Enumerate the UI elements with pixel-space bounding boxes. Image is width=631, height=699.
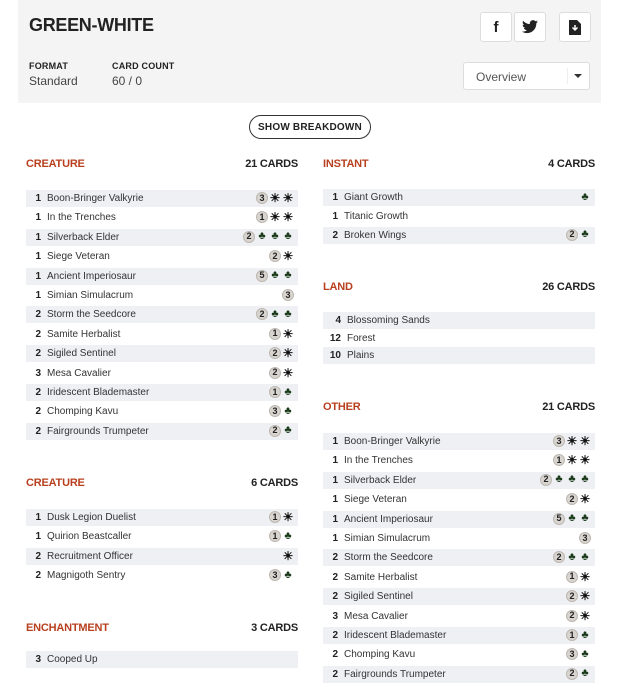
green-mana-icon: ♣ xyxy=(581,190,589,203)
mana-cost xyxy=(566,629,591,641)
view-select[interactable] xyxy=(463,62,590,90)
download-button[interactable] xyxy=(559,12,591,42)
generic-mana-icon: 1 xyxy=(269,386,281,398)
white-mana-icon: ☀ xyxy=(282,326,294,341)
section-title: LAND xyxy=(323,281,353,293)
white-mana-icon: ☀ xyxy=(282,548,294,563)
card-name[interactable]: Chomping Kavu xyxy=(47,406,119,418)
mana-cost xyxy=(269,328,294,340)
generic-mana-icon: 2 xyxy=(256,308,268,320)
green-mana-icon: ♣ xyxy=(284,307,292,320)
card-name[interactable]: Siege Veteran xyxy=(344,494,407,506)
deck-section xyxy=(323,281,595,297)
card-row[interactable] xyxy=(323,588,595,605)
card-name[interactable]: Siege Veteran xyxy=(47,251,110,263)
mana-cost xyxy=(256,211,294,223)
card-row[interactable] xyxy=(26,509,298,526)
card-name[interactable]: Simian Simulacrum xyxy=(344,533,431,544)
mana-cost xyxy=(553,435,591,447)
deck-section xyxy=(26,158,298,174)
card-name[interactable]: Mesa Cavalier xyxy=(344,610,408,622)
green-mana-icon: ♣ xyxy=(271,230,279,243)
mana-cost xyxy=(269,569,294,581)
green-mana-icon: ♣ xyxy=(581,228,589,241)
card-row[interactable] xyxy=(323,530,595,547)
card-row[interactable] xyxy=(323,189,595,206)
section-header xyxy=(323,401,595,417)
section-count: 26 CARDS xyxy=(542,281,595,293)
generic-mana-icon: 1 xyxy=(566,571,578,583)
mana-cost xyxy=(566,590,591,602)
card-row[interactable] xyxy=(26,287,298,304)
card-quantity: 3 xyxy=(35,367,41,379)
generic-mana-icon: 1 xyxy=(269,328,281,340)
card-name[interactable]: Silverback Elder xyxy=(47,231,120,243)
card-name[interactable]: Ancient Imperiosaur xyxy=(47,270,136,282)
card-quantity: 1 xyxy=(332,436,338,447)
card-quantity: 3 xyxy=(332,610,338,622)
card-row[interactable] xyxy=(26,384,298,401)
white-mana-icon: ☀ xyxy=(579,434,591,448)
card-quantity: 2 xyxy=(332,630,338,641)
generic-mana-icon: 2 xyxy=(566,610,578,622)
white-mana-icon: ☀ xyxy=(579,453,591,468)
facebook-share-button[interactable] xyxy=(480,12,512,42)
card-name[interactable]: In the Trenches xyxy=(344,455,413,467)
card-row[interactable] xyxy=(323,312,595,329)
card-name[interactable]: Samite Herbalist xyxy=(47,328,121,340)
card-name[interactable]: Dusk Legion Duelist xyxy=(47,512,136,523)
card-quantity: 1 xyxy=(35,193,41,204)
generic-mana-icon: 1 xyxy=(566,629,578,641)
card-row[interactable] xyxy=(323,433,595,450)
green-mana-icon: ♣ xyxy=(581,473,589,486)
green-mana-icon: ♣ xyxy=(284,230,292,243)
card-quantity: 1 xyxy=(35,290,41,301)
green-mana-icon: ♣ xyxy=(581,667,589,680)
mana-cost xyxy=(566,668,591,680)
chevron-down-icon xyxy=(567,68,585,84)
generic-mana-icon: 3 xyxy=(269,405,281,417)
generic-mana-icon: 2 xyxy=(540,474,552,486)
section-header xyxy=(26,622,298,638)
card-quantity: 12 xyxy=(329,332,341,344)
generic-mana-icon: 2 xyxy=(243,231,255,243)
card-row[interactable] xyxy=(323,452,595,469)
mana-cost xyxy=(553,454,591,466)
card-quantity: 2 xyxy=(332,668,338,680)
mana-cost xyxy=(269,405,294,417)
show-breakdown-button[interactable]: SHOW BREAKDOWN xyxy=(249,115,371,139)
card-row[interactable] xyxy=(323,569,595,586)
white-mana-icon: ☀ xyxy=(566,453,578,468)
section-count: 3 CARDS xyxy=(251,622,298,634)
white-mana-icon: ☀ xyxy=(579,608,591,623)
card-name[interactable]: Fairgrounds Trumpeter xyxy=(344,668,446,680)
card-row[interactable] xyxy=(26,248,298,265)
card-quantity: 2 xyxy=(35,328,41,340)
card-quantity: 2 xyxy=(332,571,338,583)
white-mana-icon: ☀ xyxy=(269,210,281,225)
card-name[interactable]: Ancient Imperiosaur xyxy=(344,513,433,525)
card-quantity: 1 xyxy=(332,210,338,222)
card-row[interactable] xyxy=(323,330,595,347)
deck-section xyxy=(26,622,298,638)
generic-mana-icon: 2 xyxy=(269,367,281,379)
card-quantity: 1 xyxy=(35,251,41,263)
green-mana-icon: ♣ xyxy=(271,269,279,282)
card-name[interactable]: Mesa Cavalier xyxy=(47,367,111,379)
green-mana-icon: ♣ xyxy=(284,269,292,282)
card-row[interactable] xyxy=(323,227,595,244)
white-mana-icon: ☀ xyxy=(282,365,294,380)
card-name[interactable]: Storm the Seedcore xyxy=(47,309,136,321)
mana-cost xyxy=(553,513,591,525)
mana-cost xyxy=(579,191,591,203)
generic-mana-icon: 3 xyxy=(256,192,268,204)
white-mana-icon: ☀ xyxy=(269,191,281,205)
mana-cost xyxy=(243,231,294,243)
card-row[interactable] xyxy=(26,345,298,362)
card-row[interactable] xyxy=(323,627,595,644)
card-row[interactable] xyxy=(26,326,298,343)
card-name[interactable]: Quirion Beastcaller xyxy=(47,531,132,543)
card-name[interactable]: Recruitment Officer xyxy=(47,550,133,562)
mana-cost xyxy=(566,229,591,241)
mana-cost xyxy=(282,289,294,301)
green-mana-icon: ♣ xyxy=(581,647,589,660)
generic-mana-icon: 1 xyxy=(553,454,565,466)
card-quantity: 2 xyxy=(35,309,41,321)
mana-cost xyxy=(256,192,294,204)
generic-mana-icon: 2 xyxy=(269,425,281,437)
card-row[interactable] xyxy=(323,666,595,683)
white-mana-icon: ☀ xyxy=(579,589,591,604)
generic-mana-icon: 2 xyxy=(269,250,281,262)
card-name[interactable]: Chomping Kavu xyxy=(344,649,416,661)
card-quantity: 1 xyxy=(332,474,338,486)
generic-mana-icon: 1 xyxy=(269,530,281,542)
generic-mana-icon: 3 xyxy=(269,569,281,581)
section-header xyxy=(26,477,298,493)
section-title: CREATURE xyxy=(26,477,85,489)
generic-mana-icon: 2 xyxy=(566,493,578,505)
generic-mana-icon: 3 xyxy=(566,648,578,660)
card-quantity: 2 xyxy=(35,425,41,437)
deck-section xyxy=(26,477,298,493)
mana-cost xyxy=(269,367,294,379)
card-quantity: 2 xyxy=(332,591,338,603)
card-quantity: 2 xyxy=(332,552,338,564)
card-quantity: 1 xyxy=(35,531,41,543)
card-row[interactable] xyxy=(26,528,298,545)
green-mana-icon: ♣ xyxy=(568,550,576,563)
generic-mana-icon: 2 xyxy=(566,668,578,680)
card-row[interactable] xyxy=(26,229,298,246)
section-title: CREATURE xyxy=(26,158,85,170)
card-name[interactable]: Boon-Bringer Valkyrie xyxy=(47,193,144,204)
mana-cost xyxy=(566,571,591,583)
green-mana-icon: ♣ xyxy=(258,230,266,243)
mana-cost xyxy=(269,386,294,398)
green-mana-icon: ♣ xyxy=(271,307,279,320)
mana-cost xyxy=(282,550,294,562)
card-row[interactable] xyxy=(26,306,298,323)
deck-header xyxy=(18,0,601,103)
card-row[interactable] xyxy=(323,549,595,566)
green-mana-icon: ♣ xyxy=(284,385,292,398)
card-row[interactable] xyxy=(323,347,595,364)
mana-cost xyxy=(256,270,294,282)
card-count-label: CARD COUNT xyxy=(112,61,175,71)
section-title: INSTANT xyxy=(323,158,369,170)
mana-cost xyxy=(579,532,591,544)
card-quantity: 2 xyxy=(332,229,338,241)
card-name[interactable]: Iridescent Blademaster xyxy=(47,387,150,398)
white-mana-icon: ☀ xyxy=(566,434,578,448)
card-quantity: 4 xyxy=(335,315,341,326)
card-row[interactable] xyxy=(26,651,298,668)
generic-mana-icon: 2 xyxy=(269,347,281,359)
deck-section xyxy=(323,158,595,174)
section-count: 4 CARDS xyxy=(548,158,595,170)
white-mana-icon: ☀ xyxy=(579,492,591,507)
mana-cost xyxy=(566,648,591,660)
mana-cost xyxy=(553,551,591,563)
card-row[interactable] xyxy=(26,403,298,420)
card-quantity: 1 xyxy=(332,513,338,525)
card-quantity: 1 xyxy=(332,494,338,506)
format-label: FORMAT xyxy=(29,61,69,71)
card-name[interactable]: Storm the Seedcore xyxy=(344,552,433,564)
card-name[interactable]: Iridescent Blademaster xyxy=(344,630,447,641)
card-row[interactable] xyxy=(26,209,298,226)
card-quantity: 1 xyxy=(332,192,338,203)
card-name[interactable]: Simian Simulacrum xyxy=(47,290,134,301)
deck-title: GREEN-WHITE xyxy=(29,15,154,35)
generic-mana-icon: 2 xyxy=(553,551,565,563)
card-quantity: 2 xyxy=(35,348,41,360)
green-mana-icon: ♣ xyxy=(284,404,292,417)
green-mana-icon: ♣ xyxy=(555,473,563,486)
section-title: OTHER xyxy=(323,401,361,413)
generic-mana-icon: 3 xyxy=(579,532,591,544)
card-quantity: 3 xyxy=(35,654,41,665)
generic-mana-icon: 5 xyxy=(553,513,565,525)
section-header xyxy=(323,158,595,174)
white-mana-icon: ☀ xyxy=(282,249,294,264)
card-quantity: 1 xyxy=(332,533,338,544)
card-quantity: 2 xyxy=(35,570,41,582)
section-count: 6 CARDS xyxy=(251,477,298,489)
card-quantity: 1 xyxy=(35,512,41,523)
green-mana-icon: ♣ xyxy=(284,529,292,542)
green-mana-icon: ♣ xyxy=(568,473,576,486)
mana-cost xyxy=(256,308,294,320)
mana-cost xyxy=(269,347,294,359)
card-row[interactable] xyxy=(26,548,298,565)
card-name[interactable]: Cooped Up xyxy=(47,654,98,665)
deck-section xyxy=(323,401,595,417)
mana-cost xyxy=(269,250,294,262)
card-quantity: 2 xyxy=(35,387,41,398)
card-quantity: 2 xyxy=(35,550,41,562)
white-mana-icon: ☀ xyxy=(282,210,294,225)
card-name[interactable]: Silverback Elder xyxy=(344,474,417,486)
card-count-value: 60 / 0 xyxy=(112,74,143,88)
green-mana-icon: ♣ xyxy=(568,512,576,525)
section-header xyxy=(323,281,595,297)
white-mana-icon: ☀ xyxy=(282,510,294,524)
section-header xyxy=(26,158,298,174)
generic-mana-icon: 1 xyxy=(269,511,281,523)
card-name[interactable]: Giant Growth xyxy=(344,192,403,203)
card-row[interactable] xyxy=(26,365,298,382)
card-quantity: 2 xyxy=(35,406,41,418)
generic-mana-icon: 5 xyxy=(256,270,268,282)
format-value: Standard xyxy=(29,74,78,88)
facebook-icon: f xyxy=(493,18,499,36)
white-mana-icon: ☀ xyxy=(282,346,294,361)
card-row[interactable] xyxy=(323,646,595,663)
card-quantity: 10 xyxy=(329,350,341,362)
card-row[interactable] xyxy=(323,472,595,489)
mana-cost xyxy=(269,425,294,437)
card-name[interactable]: In the Trenches xyxy=(47,212,116,224)
card-name[interactable]: Samite Herbalist xyxy=(344,571,418,583)
card-name[interactable]: Sigiled Sentinel xyxy=(47,348,116,360)
green-mana-icon: ♣ xyxy=(581,512,589,525)
card-quantity: 2 xyxy=(332,649,338,661)
section-count: 21 CARDS xyxy=(245,158,298,170)
card-row[interactable] xyxy=(26,567,298,584)
card-name[interactable]: Forest xyxy=(347,332,376,344)
generic-mana-icon: 1 xyxy=(256,211,268,223)
green-mana-icon: ♣ xyxy=(284,568,292,581)
mana-cost xyxy=(540,474,591,486)
card-quantity: 1 xyxy=(35,212,41,224)
white-mana-icon: ☀ xyxy=(579,569,591,584)
download-icon xyxy=(569,20,581,35)
generic-mana-icon: 2 xyxy=(566,229,578,241)
view-select-value: Overview xyxy=(476,70,527,84)
card-quantity: 1 xyxy=(35,231,41,243)
card-name[interactable]: Plains xyxy=(347,350,375,362)
mana-cost xyxy=(566,493,591,505)
green-mana-icon: ♣ xyxy=(284,424,292,437)
card-row[interactable] xyxy=(323,608,595,625)
green-mana-icon: ♣ xyxy=(581,628,589,641)
green-mana-icon: ♣ xyxy=(581,550,589,563)
card-row[interactable] xyxy=(26,268,298,285)
card-row[interactable] xyxy=(26,423,298,440)
mana-cost xyxy=(269,511,294,523)
card-row[interactable] xyxy=(323,511,595,528)
card-quantity: 1 xyxy=(35,270,41,282)
white-mana-icon: ☀ xyxy=(282,191,294,205)
generic-mana-icon: 3 xyxy=(282,289,294,301)
generic-mana-icon: 2 xyxy=(566,590,578,602)
twitter-icon xyxy=(522,20,538,34)
card-name[interactable]: Blossoming Sands xyxy=(347,315,430,326)
card-row[interactable] xyxy=(26,190,298,207)
card-name[interactable]: Broken Wings xyxy=(344,229,407,241)
twitter-share-button[interactable] xyxy=(514,12,546,42)
card-name[interactable]: Magnigoth Sentry xyxy=(47,570,126,582)
mana-cost xyxy=(566,610,591,622)
section-count: 21 CARDS xyxy=(542,401,595,413)
card-row[interactable] xyxy=(323,208,595,225)
card-row[interactable] xyxy=(323,491,595,508)
card-quantity: 1 xyxy=(332,455,338,467)
card-name[interactable]: Boon-Bringer Valkyrie xyxy=(344,436,441,447)
card-name[interactable]: Sigiled Sentinel xyxy=(344,591,413,603)
card-name[interactable]: Fairgrounds Trumpeter xyxy=(47,425,149,437)
card-name[interactable]: Titanic Growth xyxy=(344,210,409,222)
section-title: ENCHANTMENT xyxy=(26,622,109,634)
mana-cost xyxy=(269,530,294,542)
generic-mana-icon: 3 xyxy=(553,435,565,447)
